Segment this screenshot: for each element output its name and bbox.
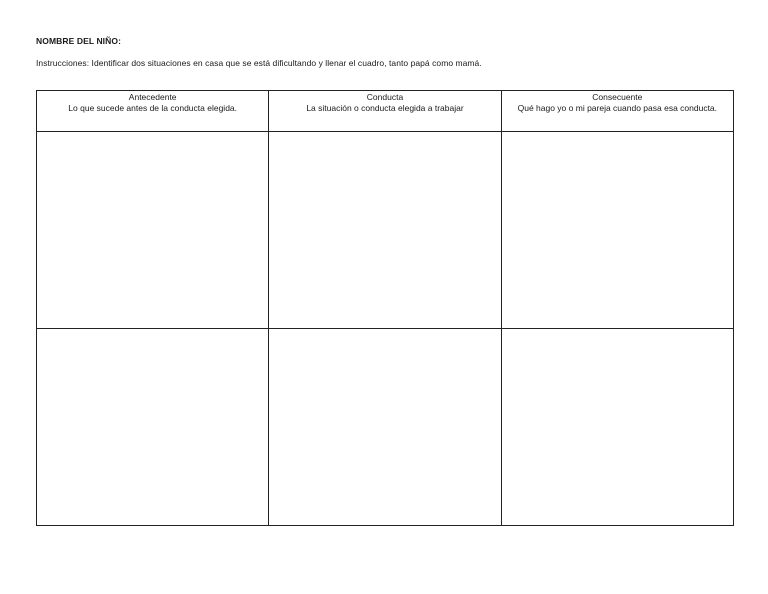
column-title: Antecedente	[128, 92, 177, 102]
cell-consecuente-1[interactable]	[501, 132, 733, 329]
table-header-row	[37, 91, 734, 132]
cell-conducta-1[interactable]	[269, 132, 501, 329]
cell-conducta-2[interactable]	[269, 329, 501, 526]
cell-antecedente-1[interactable]	[37, 132, 269, 329]
column-title: Consecuente	[592, 92, 643, 102]
header-antecedente	[37, 91, 269, 132]
abc-behavior-table	[36, 90, 734, 526]
table-row	[37, 132, 734, 329]
header-consecuente	[501, 91, 733, 132]
column-title: Conducta	[366, 92, 404, 102]
cell-consecuente-2[interactable]	[501, 329, 733, 526]
instructions-text: Instrucciones: Identificar dos situaciones en casa que se está dificultando y llenar el cuadro, tanto papá como mamá.	[36, 58, 482, 68]
cell-antecedente-2[interactable]	[37, 329, 269, 526]
child-name-label: NOMBRE DEL NIÑO:	[36, 36, 122, 46]
header-conducta	[269, 91, 501, 132]
table-row	[37, 329, 734, 526]
column-description: La situación o conducta elegida a trabajar	[306, 103, 464, 113]
column-description: Lo que sucede antes de la conducta elegida.	[68, 103, 238, 113]
column-description: Qué hago yo o mi pareja cuando pasa esa conducta.	[517, 103, 718, 113]
